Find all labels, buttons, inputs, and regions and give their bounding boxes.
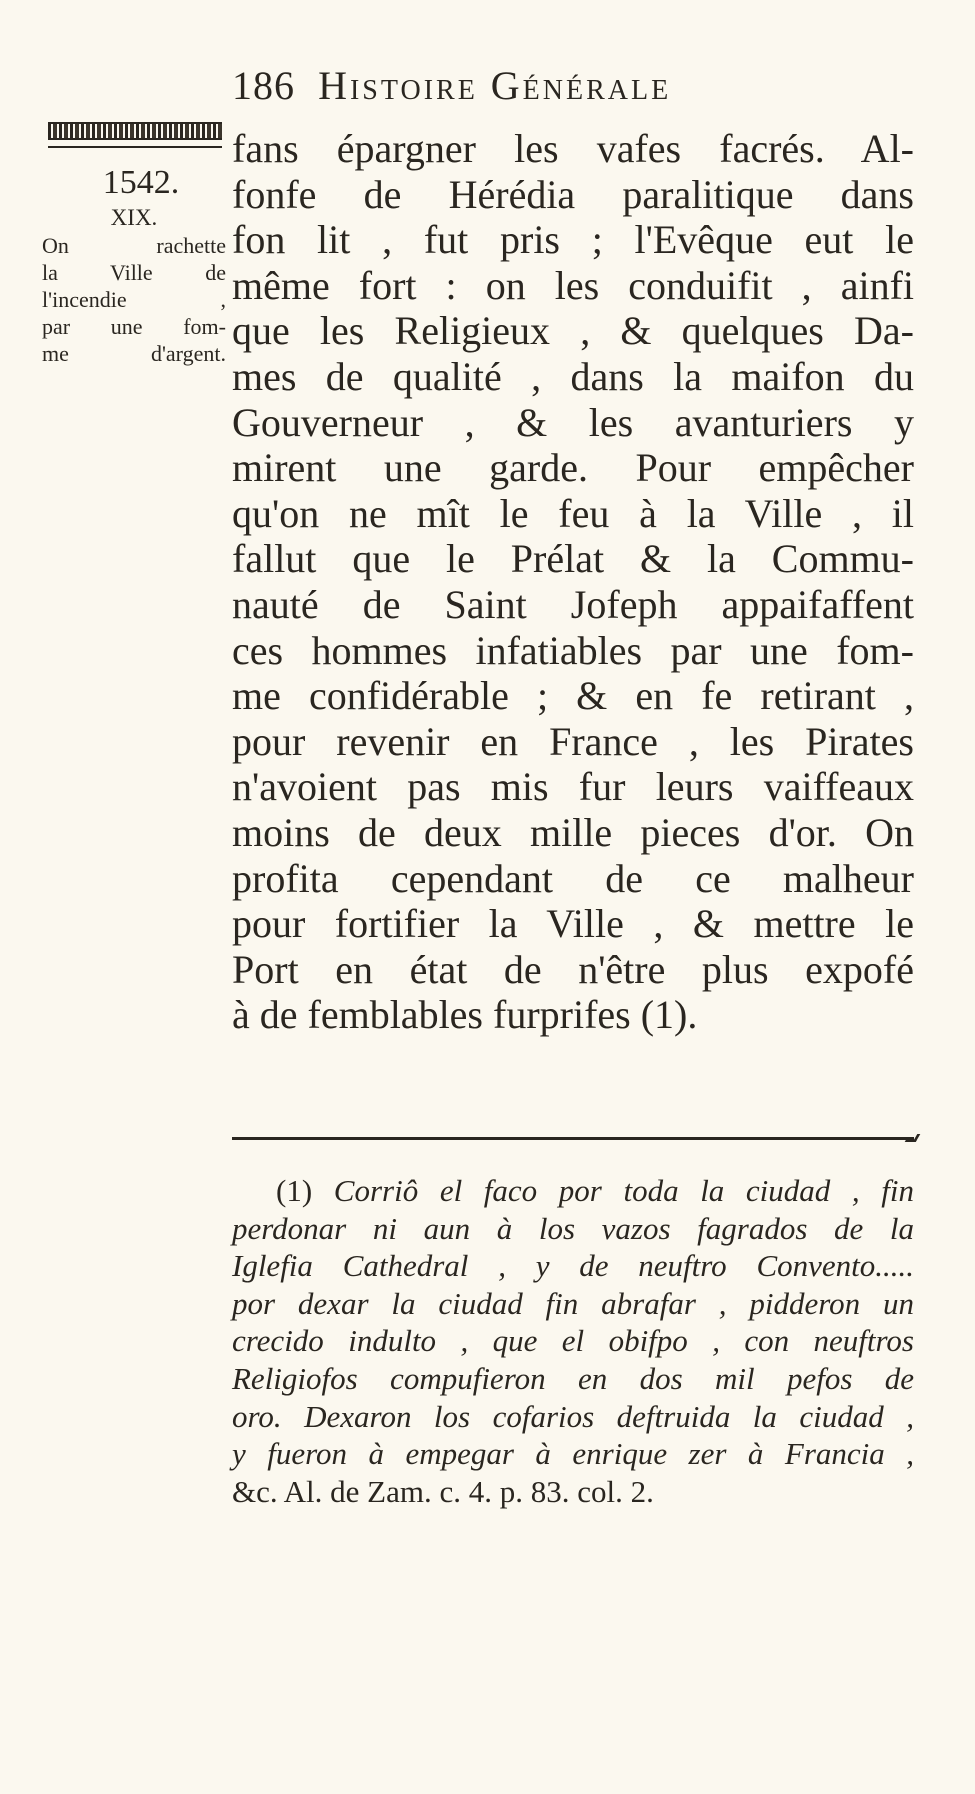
margin-line: par une fom-	[42, 314, 226, 339]
footnote-line: y fueron à empegar à enrique zer à Francia ,	[232, 1436, 914, 1472]
footnote-line: oro. Dexaron los cofarios deftruida la ciudad ,	[232, 1398, 914, 1434]
margin-ornament	[48, 122, 222, 140]
body-text	[232, 126, 914, 1038]
body-line: ces hommes infatiables par une fom-	[232, 627, 914, 673]
footnote-marker: (1)	[276, 1173, 313, 1208]
body-line: que les Religieux , & quelques Da-	[232, 308, 914, 354]
running-title: Histoire Générale	[318, 63, 672, 108]
body-line: nauté de Saint Jofeph appaifaffent	[232, 581, 914, 627]
footnote-line: crecido indulto , que el obifpo , con neuftros	[232, 1323, 914, 1359]
body-line: moins de deux mille pieces d'or. On	[232, 809, 914, 855]
margin-year: 1542.	[102, 164, 180, 201]
body-line: mes de qualité , dans la maifon du	[232, 353, 914, 399]
footnote-rule	[232, 1137, 914, 1140]
body-line: pour fortifier la Ville , & mettre le	[232, 901, 914, 947]
body-line: même fort : on les conduifit , ainfi	[232, 262, 914, 308]
body-line: profita cependant de ce malheur	[232, 855, 914, 901]
margin-line: la Ville de	[42, 260, 226, 285]
body-line: Port en état de n'être plus expofé	[232, 946, 914, 992]
body-line: qu'on ne mît le feu à la Ville , il	[232, 490, 914, 536]
running-head	[232, 62, 872, 118]
footnote-line-text: Corriô el faco por toda la ciudad , fin	[333, 1173, 914, 1208]
margin-line: me d'argent.	[42, 341, 226, 366]
body-line: me confidérable ; & en fe retirant ,	[232, 673, 914, 719]
body-line: mirent une garde. Pour empêcher	[232, 445, 914, 491]
body-line: fallut que le Prélat & la Commu-	[232, 536, 914, 582]
body-line: fonfe de Hérédia paralitique dans	[232, 171, 914, 217]
margin-line: On rachette	[42, 233, 226, 258]
body-line: pour revenir en France , les Pirates	[232, 718, 914, 764]
body-line: fans épargner les vafes facrés. Al-	[232, 126, 914, 171]
body-line: n'avoient pas mis fur leurs vaiffeaux	[232, 764, 914, 810]
body-line: Gouverneur , & les avanturiers y	[232, 399, 914, 445]
footnote-line: por dexar la ciudad fin abrafar , pidderon un	[232, 1285, 914, 1321]
margin-line: l'incendie ,	[42, 287, 226, 312]
page-number: 186	[232, 63, 295, 108]
footnote-line: Iglefia Cathedral , y de neuftro Convento.....	[232, 1248, 914, 1284]
footnote-line: &c. Al. de Zam. c. 4. p. 83. col. 2.	[232, 1473, 654, 1509]
margin-section-number: XIX.	[110, 205, 158, 230]
margin-rule	[48, 146, 222, 148]
footnote-line: Religiofos compufieron en dos mil pefos de	[232, 1360, 914, 1396]
footnote-line	[232, 1172, 914, 1210]
marginal-note	[42, 164, 226, 367]
body-line: fon lit , fut pris ; l'Evêque eut le	[232, 217, 914, 263]
footnote-line: perdonar ni aun à los vazos fagrados de la	[232, 1210, 914, 1246]
body-line: à de femblables furprifes (1).	[232, 992, 698, 1038]
footnote	[232, 1172, 914, 1510]
